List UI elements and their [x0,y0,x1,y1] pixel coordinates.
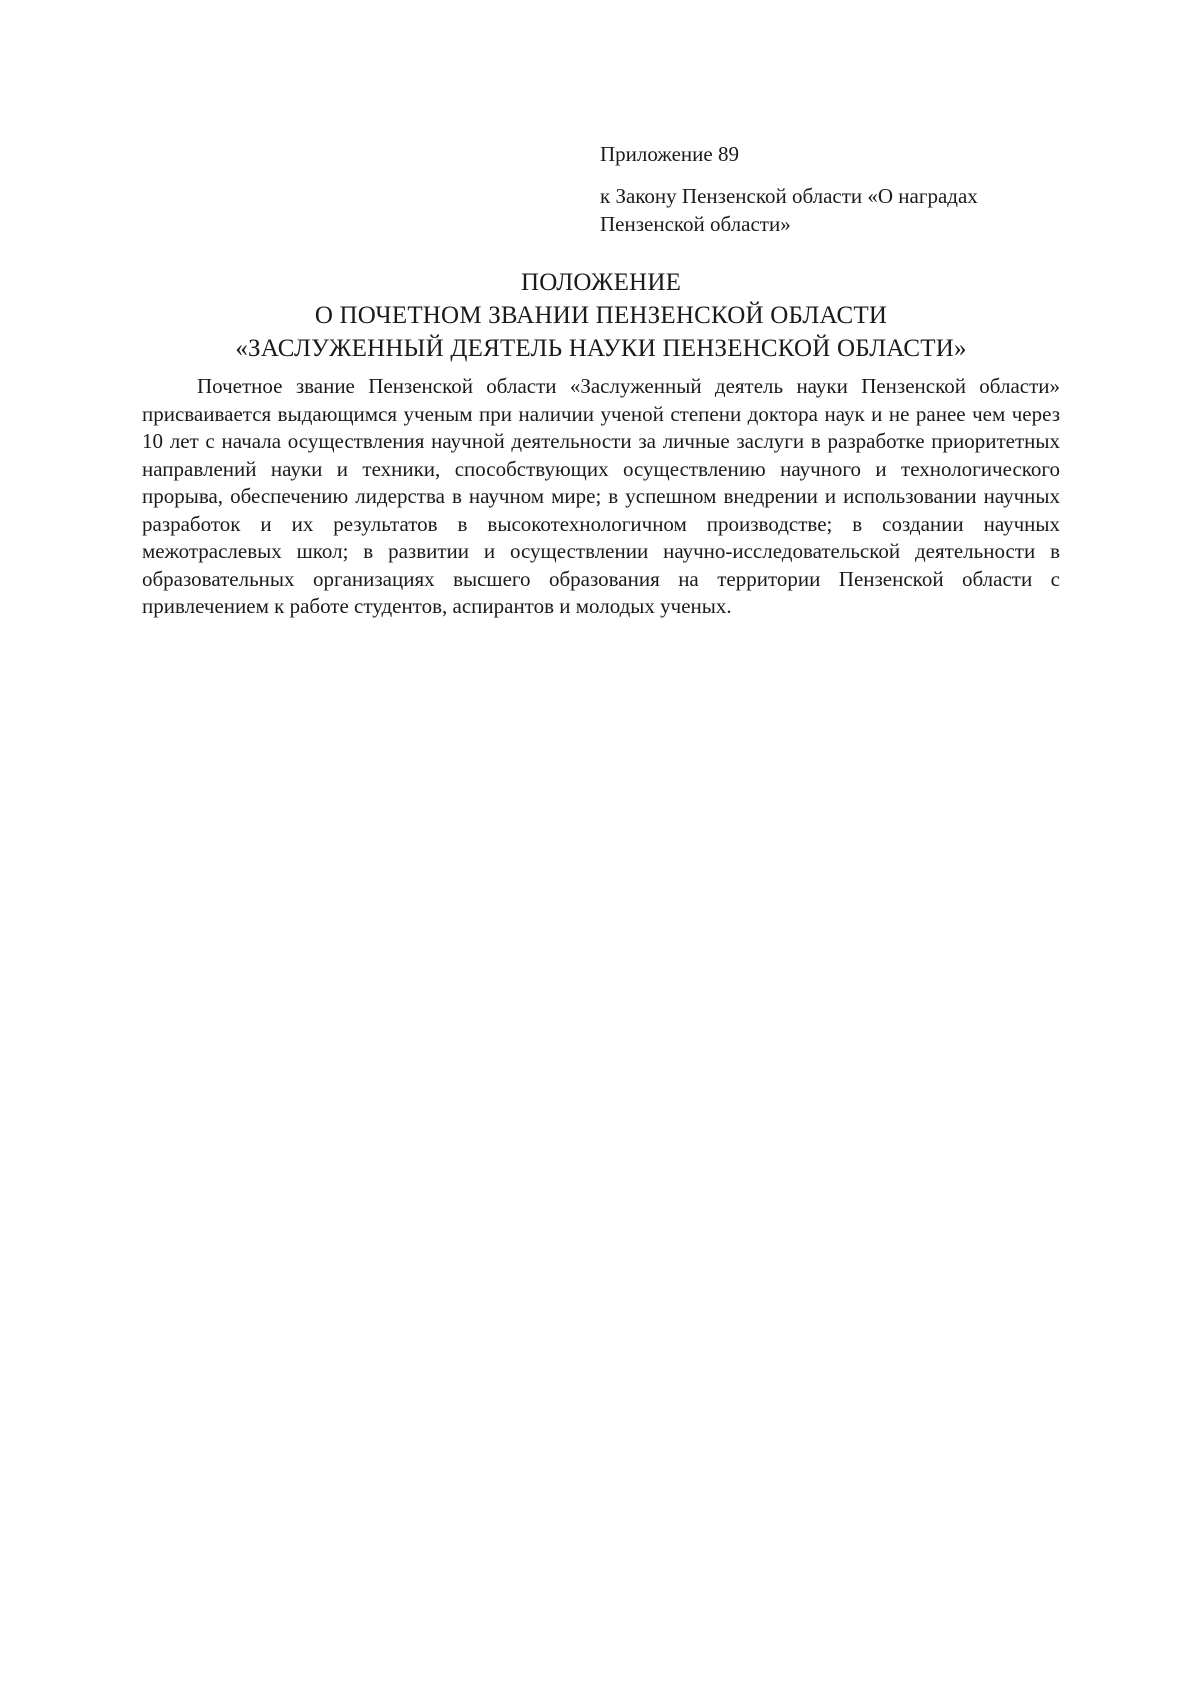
title-line-award-name: «ЗАСЛУЖЕННЫЙ ДЕЯТЕЛЬ НАУКИ ПЕНЗЕНСКОЙ ОБЛАСТИ» [235,335,967,362]
title-line-regulation: ПОЛОЖЕНИЕ [520,269,682,296]
appendix-law-reference: к Закону Пензенской области «О наградах Пензенской области» [600,184,978,236]
body-paragraph: Почетное звание Пензенской области «Заслуженный деятель науки Пензенской области» присваивается выдающимся ученым при наличии ученой степени доктора наук и не ранее чем через 10 лет с начала осуществления научной деятельности за личные заслуги в разработке приоритетных направлений науки и техники, способствующих осуществлению научного и технологического прорыва, обеспечению лидерства в научном мире; в успешном внедрении и использовании научных разработок и их результатов в высокотехнологичном производстве; в создании научных межотраслевых школ; в развитии и осуществлении научно-исследовательской деятельности в образовательных организациях высшего образования на территории Пензенской области с привлечением к работе студентов, аспирантов и молодых ученых. [142,374,1060,618]
title-line-honorary-title: О ПОЧЕТНОМ ЗВАНИИ ПЕНЗЕНСКОЙ ОБЛАСТИ [314,302,888,329]
document-title [140,266,1062,365]
appendix-header [600,140,1070,238]
appendix-number: Приложение 89 [600,142,739,166]
